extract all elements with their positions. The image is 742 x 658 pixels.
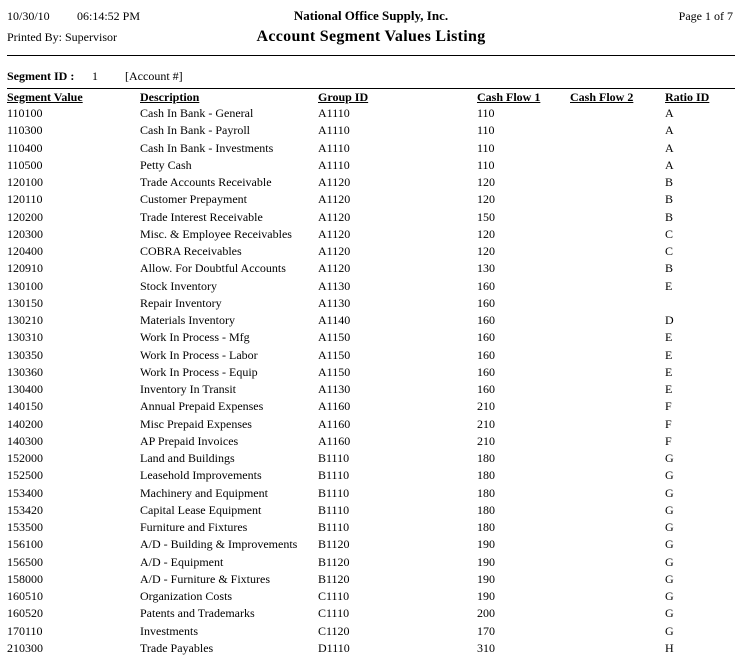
cell-cash-flow-1: 210	[477, 433, 495, 448]
cell-cash-flow-2	[570, 174, 665, 191]
cell-description: Materials Inventory	[140, 313, 235, 327]
cell-description: Trade Interest Receivable	[140, 209, 263, 224]
cell-segment-value: 130400	[7, 382, 43, 396]
cell-ratio-id: E	[665, 330, 673, 345]
cell-group-id: A1160	[318, 433, 351, 448]
table-row	[7, 347, 733, 364]
column-header-label: Cash Flow 2	[570, 90, 634, 104]
cell-segment-value: 130350	[7, 347, 43, 362]
table-row	[7, 450, 733, 467]
cell-cash-flow-2	[570, 554, 665, 571]
cell-ratio-id: H	[665, 640, 674, 655]
cell-description: Patents and Trademarks	[140, 606, 255, 621]
cell-group-id: A1120	[318, 244, 351, 258]
table-body	[7, 105, 733, 657]
cell-description: A/D - Building & Improvements	[140, 537, 298, 552]
cell-cash-flow-2	[570, 226, 665, 243]
cell-ratio-id: F	[665, 433, 672, 448]
cell-group-id: C1110	[318, 606, 350, 621]
cell-description: Trade Accounts Receivable	[140, 175, 272, 189]
cell-cash-flow-2	[570, 329, 665, 346]
segment-id-name: [Account #]	[125, 69, 183, 83]
table-row	[7, 140, 733, 157]
cell-cash-flow-2	[570, 295, 665, 312]
table-row	[7, 519, 733, 536]
cell-group-id: A1160	[318, 399, 351, 414]
cell-segment-value: 140200	[7, 416, 43, 431]
cell-cash-flow-1: 110	[477, 140, 495, 155]
cell-description: Customer Prepayment	[140, 192, 247, 207]
cell-segment-value: 160520	[7, 606, 43, 621]
cell-cash-flow-2	[570, 209, 665, 226]
cell-cash-flow-2	[570, 571, 665, 588]
cell-segment-value: 140150	[7, 399, 43, 414]
cell-ratio-id: G	[665, 589, 674, 603]
cell-group-id: A1120	[318, 209, 351, 224]
table-row	[7, 502, 733, 519]
cell-ratio-id: B	[665, 175, 674, 189]
cell-ratio-id: G	[665, 623, 674, 638]
table-row	[7, 364, 733, 381]
cell-cash-flow-2	[570, 243, 665, 260]
cell-ratio-id: C	[665, 244, 674, 258]
cell-cash-flow-1: 160	[477, 278, 495, 293]
cell-group-id: B1110	[318, 485, 350, 500]
cell-cash-flow-2	[570, 640, 665, 657]
table-row	[7, 485, 733, 502]
cell-description: Cash In Bank - Investments	[140, 140, 274, 155]
cell-description: Work In Process - Equip	[140, 364, 258, 379]
cell-group-id: A1130	[318, 382, 351, 396]
cell-ratio-id: G	[665, 468, 674, 483]
cell-ratio-id: F	[665, 399, 672, 414]
cell-segment-value: 153400	[7, 485, 43, 500]
column-header-label: Group ID	[318, 90, 369, 104]
cell-group-id: D1110	[318, 640, 350, 655]
cell-ratio-id: G	[665, 606, 674, 621]
cell-segment-value: 170110	[7, 623, 43, 638]
table-row	[7, 209, 733, 226]
table-row	[7, 122, 733, 139]
cell-cash-flow-2	[570, 105, 665, 122]
cell-description: Allow. For Doubtful Accounts	[140, 261, 286, 276]
table-row	[7, 278, 733, 295]
cell-group-id: C1110	[318, 589, 350, 603]
column-header-segment-value	[7, 89, 140, 105]
cell-segment-value: 156500	[7, 554, 43, 569]
cell-cash-flow-2	[570, 502, 665, 519]
cell-cash-flow-2	[570, 191, 665, 208]
column-header-description	[140, 89, 318, 105]
cell-segment-value: 110300	[7, 123, 43, 138]
cell-group-id: B1110	[318, 468, 350, 483]
column-header-label: Description	[140, 90, 200, 104]
table-row	[7, 467, 733, 484]
cell-group-id: A1120	[318, 261, 351, 276]
segment-id-value: 1	[92, 69, 98, 83]
cell-cash-flow-1: 160	[477, 313, 495, 327]
cell-cash-flow-2	[570, 467, 665, 484]
cell-cash-flow-1: 150	[477, 209, 495, 224]
cell-cash-flow-2	[570, 140, 665, 157]
cell-cash-flow-2	[570, 278, 665, 295]
cell-cash-flow-1: 110	[477, 106, 495, 120]
column-header-cash-flow-1	[477, 89, 570, 105]
cell-cash-flow-2	[570, 519, 665, 536]
cell-description: Cash In Bank - Payroll	[140, 123, 250, 138]
cell-cash-flow-2	[570, 623, 665, 640]
cell-ratio-id: C	[665, 226, 674, 241]
cell-cash-flow-2	[570, 381, 665, 398]
cell-segment-value: 160510	[7, 589, 43, 603]
cell-group-id: A1110	[318, 106, 350, 120]
cell-description: Annual Prepaid Expenses	[140, 399, 264, 414]
cell-segment-value: 120400	[7, 244, 43, 258]
table-row	[7, 191, 733, 208]
table-row	[7, 157, 733, 174]
cell-group-id: B1110	[318, 451, 350, 465]
report-date: 10/30/10	[7, 9, 50, 23]
table-row	[7, 416, 733, 433]
table-row	[7, 588, 733, 605]
cell-segment-value: 130360	[7, 364, 43, 379]
cell-cash-flow-1: 190	[477, 537, 495, 552]
table-row	[7, 640, 733, 657]
cell-cash-flow-1: 180	[477, 485, 495, 500]
cell-segment-value: 152000	[7, 451, 43, 465]
table-row	[7, 433, 733, 450]
cell-cash-flow-1: 110	[477, 123, 495, 138]
cell-cash-flow-2	[570, 450, 665, 467]
column-header-label: Cash Flow 1	[477, 90, 541, 104]
cell-ratio-id: A	[665, 106, 674, 120]
cell-segment-value: 153500	[7, 520, 43, 534]
cell-group-id: A1130	[318, 278, 351, 293]
cell-ratio-id: G	[665, 537, 674, 552]
cell-cash-flow-1: 160	[477, 364, 495, 379]
cell-segment-value: 140300	[7, 433, 43, 448]
cell-segment-value: 130100	[7, 278, 43, 293]
cell-description: Capital Lease Equipment	[140, 502, 262, 517]
cell-group-id: B1120	[318, 571, 350, 586]
cell-cash-flow-1: 160	[477, 330, 495, 345]
cell-segment-value: 120100	[7, 175, 43, 189]
cell-cash-flow-2	[570, 157, 665, 174]
cell-segment-value: 120910	[7, 261, 43, 276]
cell-ratio-id: G	[665, 554, 674, 569]
column-header-label: Ratio ID	[665, 90, 710, 104]
cell-segment-value: 110100	[7, 106, 43, 120]
table-row	[7, 381, 733, 398]
cell-group-id: B1120	[318, 554, 350, 569]
cell-ratio-id: A	[665, 157, 674, 172]
cell-segment-value: 130210	[7, 313, 43, 327]
cell-description: Furniture and Fixtures	[140, 520, 248, 534]
cell-group-id: B1110	[318, 502, 350, 517]
cell-cash-flow-1: 160	[477, 295, 495, 310]
table-row	[7, 312, 733, 329]
cell-cash-flow-2	[570, 605, 665, 622]
table-row	[7, 536, 733, 553]
cell-description: Work In Process - Labor	[140, 347, 258, 362]
report-time: 06:14:52 PM	[77, 9, 141, 23]
column-header-label: Segment Value	[7, 90, 83, 104]
cell-cash-flow-2	[570, 485, 665, 502]
cell-group-id: A1160	[318, 416, 351, 431]
cell-description: Leasehold Improvements	[140, 468, 262, 483]
cell-cash-flow-2	[570, 312, 665, 329]
table-row	[7, 571, 733, 588]
cell-cash-flow-1: 180	[477, 451, 495, 465]
cell-cash-flow-1: 200	[477, 606, 495, 621]
cell-ratio-id: G	[665, 520, 674, 534]
cell-cash-flow-1: 160	[477, 382, 495, 396]
cell-cash-flow-2	[570, 122, 665, 139]
cell-ratio-id: B	[665, 209, 674, 224]
cell-description: A/D - Furniture & Fixtures	[140, 571, 270, 586]
cell-segment-value: 156100	[7, 537, 43, 552]
cell-description: COBRA Receivables	[140, 244, 242, 258]
cell-segment-value: 153420	[7, 502, 43, 517]
cell-cash-flow-1: 170	[477, 623, 495, 638]
cell-cash-flow-1: 120	[477, 192, 495, 207]
cell-cash-flow-1: 210	[477, 416, 495, 431]
cell-cash-flow-2	[570, 588, 665, 605]
table-row	[7, 105, 733, 122]
table-header-row	[7, 89, 733, 105]
cell-cash-flow-2	[570, 260, 665, 277]
cell-description: Misc. & Employee Receivables	[140, 226, 292, 241]
cell-description: Trade Payables	[140, 640, 214, 655]
cell-cash-flow-1: 190	[477, 571, 495, 586]
cell-segment-value: 210300	[7, 640, 43, 655]
table-row	[7, 329, 733, 346]
cell-description: Organization Costs	[140, 589, 233, 603]
cell-cash-flow-1: 110	[477, 157, 495, 172]
cell-description: Investments	[140, 623, 198, 638]
cell-segment-value: 110400	[7, 140, 43, 155]
table-row	[7, 295, 733, 312]
company-name: National Office Supply, Inc.	[293, 8, 449, 23]
cell-ratio-id: F	[665, 416, 672, 431]
report-title: Account Segment Values Listing	[256, 28, 486, 45]
cell-cash-flow-1: 190	[477, 589, 495, 603]
cell-group-id: A1110	[318, 140, 350, 155]
cell-ratio-id: G	[665, 502, 674, 517]
cell-segment-value: 130310	[7, 330, 43, 345]
table-row	[7, 554, 733, 571]
cell-segment-value: 120200	[7, 209, 43, 224]
table-row	[7, 260, 733, 277]
cell-group-id: A1120	[318, 226, 351, 241]
cell-cash-flow-2	[570, 416, 665, 433]
cell-cash-flow-1: 190	[477, 554, 495, 569]
cell-description: Stock Inventory	[140, 278, 217, 293]
cell-description: Machinery and Equipment	[140, 485, 268, 500]
cell-cash-flow-1: 180	[477, 468, 495, 483]
cell-ratio-id: G	[665, 485, 674, 500]
cell-group-id: A1120	[318, 175, 351, 189]
cell-description: Repair Inventory	[140, 295, 222, 310]
cell-description: AP Prepaid Invoices	[140, 433, 239, 448]
cell-cash-flow-1: 120	[477, 175, 495, 189]
cell-ratio-id: B	[665, 192, 674, 207]
cell-cash-flow-1: 120	[477, 226, 495, 241]
cell-cash-flow-1: 180	[477, 520, 495, 534]
printed-by: Printed By: Supervisor	[7, 30, 117, 44]
cell-description: Work In Process - Mfg	[140, 330, 250, 345]
segment-id-row	[7, 56, 735, 88]
table-row	[7, 605, 733, 622]
cell-group-id: C1120	[318, 623, 350, 638]
cell-ratio-id: B	[665, 261, 674, 276]
cell-ratio-id: E	[665, 278, 673, 293]
cell-description: Petty Cash	[140, 157, 192, 172]
cell-description: A/D - Equipment	[140, 554, 224, 569]
cell-ratio-id: E	[665, 347, 673, 362]
table-row	[7, 623, 733, 640]
column-header-ratio-id	[665, 89, 733, 105]
cell-group-id: A1140	[318, 313, 351, 327]
cell-ratio-id: D	[665, 313, 674, 327]
cell-ratio-id	[665, 295, 733, 312]
cell-ratio-id: E	[665, 382, 673, 396]
cell-cash-flow-2	[570, 398, 665, 415]
cell-cash-flow-2	[570, 347, 665, 364]
table-row	[7, 243, 733, 260]
cell-group-id: A1110	[318, 123, 350, 138]
column-header-group-id	[318, 89, 477, 105]
cell-group-id: A1150	[318, 347, 351, 362]
cell-description: Land and Buildings	[140, 451, 235, 465]
cell-cash-flow-1: 310	[477, 640, 495, 655]
cell-ratio-id: E	[665, 364, 673, 379]
cell-description: Misc Prepaid Expenses	[140, 416, 252, 431]
cell-group-id: B1110	[318, 520, 350, 534]
cell-cash-flow-2	[570, 364, 665, 381]
page-indicator: Page 1 of 7	[678, 9, 733, 23]
cell-group-id: A1120	[318, 192, 351, 207]
column-header-cash-flow-2	[570, 89, 665, 105]
cell-cash-flow-1: 130	[477, 261, 495, 276]
cell-segment-value: 110500	[7, 157, 43, 172]
cell-ratio-id: A	[665, 123, 674, 138]
cell-ratio-id: G	[665, 571, 674, 586]
cell-cash-flow-1: 210	[477, 399, 495, 414]
cell-group-id: A1130	[318, 295, 351, 310]
segment-id-label: Segment ID :	[7, 69, 75, 83]
table-row	[7, 226, 733, 243]
cell-description: Cash In Bank - General	[140, 106, 254, 120]
table-row	[7, 398, 733, 415]
cell-cash-flow-1: 180	[477, 502, 495, 517]
cell-group-id: B1120	[318, 537, 350, 552]
cell-group-id: A1110	[318, 157, 350, 172]
cell-segment-value: 120110	[7, 192, 43, 207]
cell-cash-flow-1: 120	[477, 244, 495, 258]
segment-values-table	[7, 89, 733, 657]
cell-cash-flow-2	[570, 536, 665, 553]
cell-group-id: A1150	[318, 364, 351, 379]
cell-ratio-id: G	[665, 451, 674, 465]
cell-cash-flow-1: 160	[477, 347, 495, 362]
cell-segment-value: 120300	[7, 226, 43, 241]
cell-segment-value: 130150	[7, 295, 43, 310]
cell-group-id: A1150	[318, 330, 351, 345]
cell-segment-value: 158000	[7, 571, 43, 586]
cell-ratio-id: A	[665, 140, 674, 155]
cell-description: Inventory In Transit	[140, 382, 236, 396]
table-row	[7, 174, 733, 191]
cell-cash-flow-2	[570, 433, 665, 450]
report-header	[7, 0, 735, 55]
cell-segment-value: 152500	[7, 468, 43, 483]
